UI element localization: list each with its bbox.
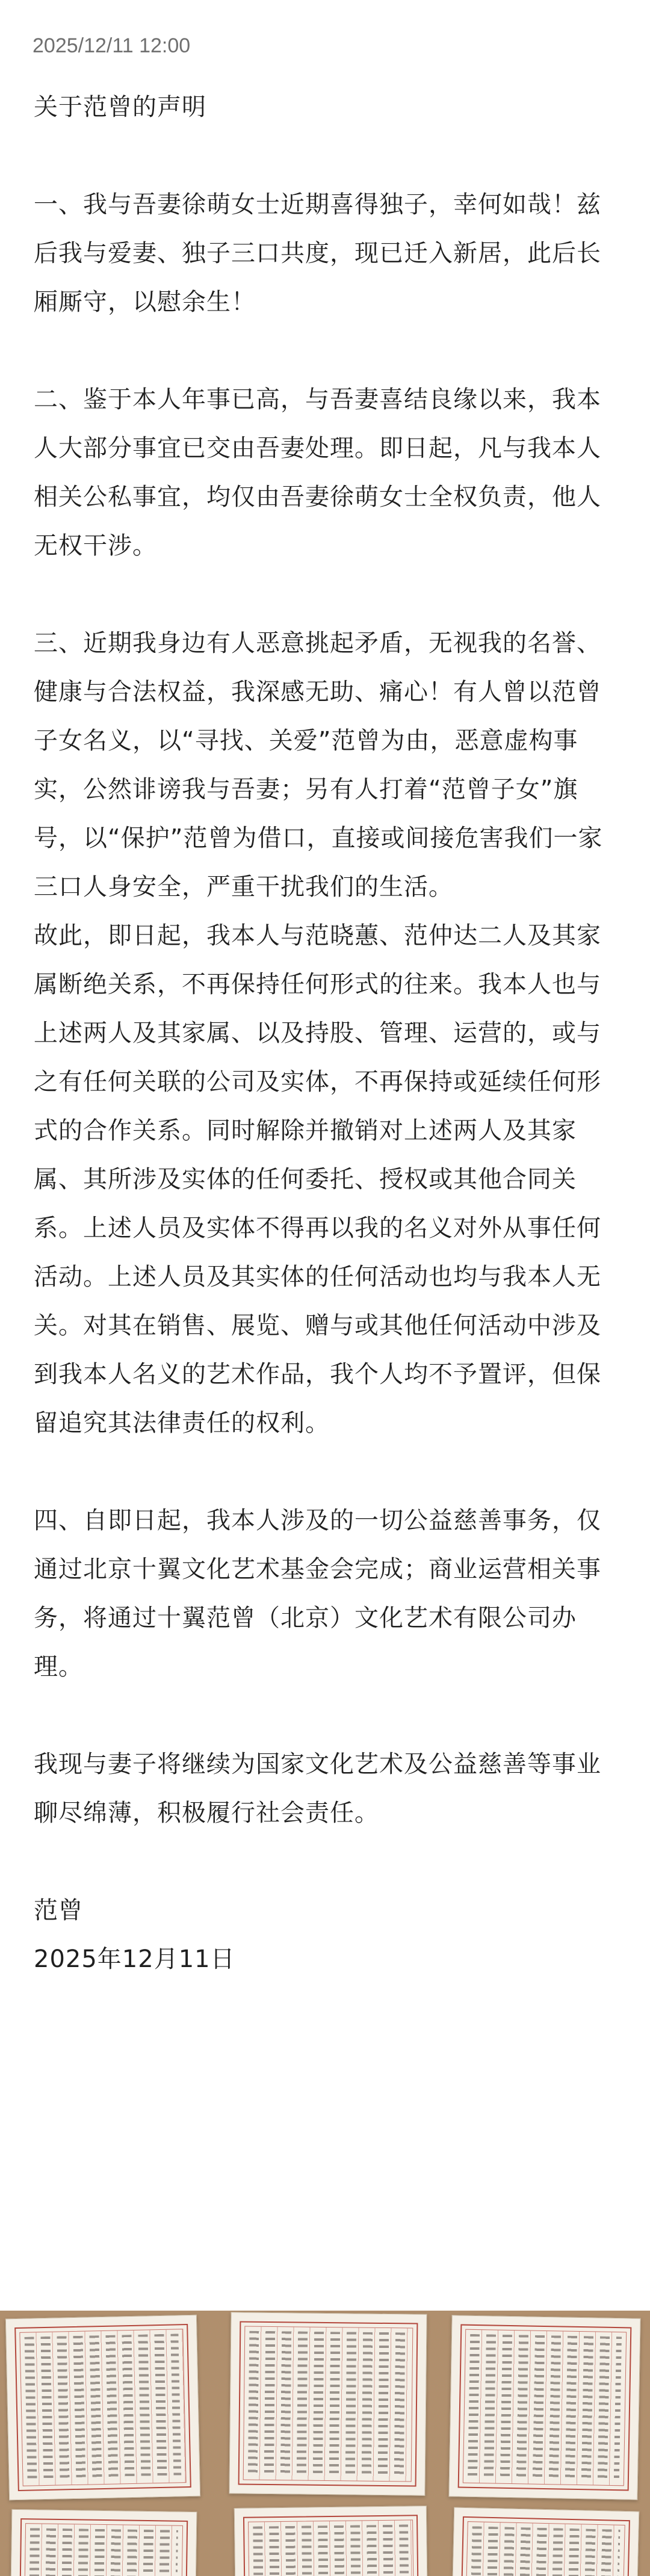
statement-body (34, 83, 624, 1984)
handwriting-image (470, 2526, 620, 2576)
manuscript-page-image[interactable] (10, 2509, 197, 2576)
statement-paragraph-4: 四、自即日起，我本人涉及的一切公益慈善事务，仅通过北京十翼文化艺术基金会完成；商业运营相关事务，将通过十翼范曾（北京）文化艺术有限公司办理。 (34, 1507, 601, 1681)
manuscript-page-image[interactable] (448, 2315, 640, 2500)
signature-date: 2025年12月11日 (34, 1945, 235, 1973)
handwriting-image (253, 2524, 409, 2576)
handwriting-image (468, 2334, 622, 2481)
statement-paragraph-1: 一、我与吾妻徐萌女士近期喜得独子，幸何如哉！兹后我与爱妻、独子三口共度，现已迁入新居，此后长厢厮守，以慰余生！ (34, 191, 601, 316)
manuscript-page-image[interactable] (5, 2315, 200, 2501)
signature-name: 范曾 (34, 1897, 83, 1924)
handwritten-manuscript-photos[interactable] (0, 2311, 650, 2576)
post-timestamp: 2025/12/11 12:00 (32, 34, 191, 57)
statement-paragraph-3-continued: 故此，即日起，我本人与范晓蕙、范仲达二人及其家属断绝关系，不再保持任何形式的往来。我本人也与上述两人及其家属、以及持股、管理、运营的，或与之有任何关联的公司及实体，不再保持或延续任何形式的合作关系。同时解除并撤销对上述两人及其家属、其所涉及实体的任何委托、授权或其他合同关系。上述人员及实体不得再以我的名义对外从事任何活动。上述人员及其实体的任何活动也均与我本人无关。对其在销售、展览、赠与或其他任何活动中涉及到我本人名义的艺术作品，我个人均不予置评，但保留追究其法律责任的权利。 (34, 922, 601, 1437)
manuscript-page-image[interactable] (229, 2312, 427, 2495)
manuscript-page-image[interactable] (451, 2507, 640, 2576)
statement-title: 关于范曾的声明 (34, 93, 206, 121)
manuscript-page-image[interactable] (234, 2506, 428, 2576)
statement-paragraph-2: 二、鉴于本人年事已高，与吾妻喜结良缘以来，我本人大部分事宜已交由吾妻处理。即日起，凡与我本人相关公私事宜，均仅由吾妻徐萌女士全权负责，他人无权干涉。 (34, 386, 601, 560)
handwriting-image (248, 2331, 408, 2477)
statement-closing: 我现与妻子将继续为国家文化艺术及公益慈善等事业聊尽绵薄，积极履行社会责任。 (34, 1750, 601, 1827)
statement-paragraph-3: 三、近期我身边有人恶意挑起矛盾，无视我的名誉、健康与合法权益，我深感无助、痛心！有人曾以范曾子女名义，以“寻找、关爱”范曾为由，恶意虚构事实，公然诽谤我与吾妻；另有人打着“范曾子女”旗号，以“保护”范曾为借口，直接或间接危害我们一家三口人身安全，严重干扰我们的生活。 (34, 629, 603, 901)
handwriting-image (29, 2528, 178, 2576)
handwriting-image (25, 2334, 182, 2481)
